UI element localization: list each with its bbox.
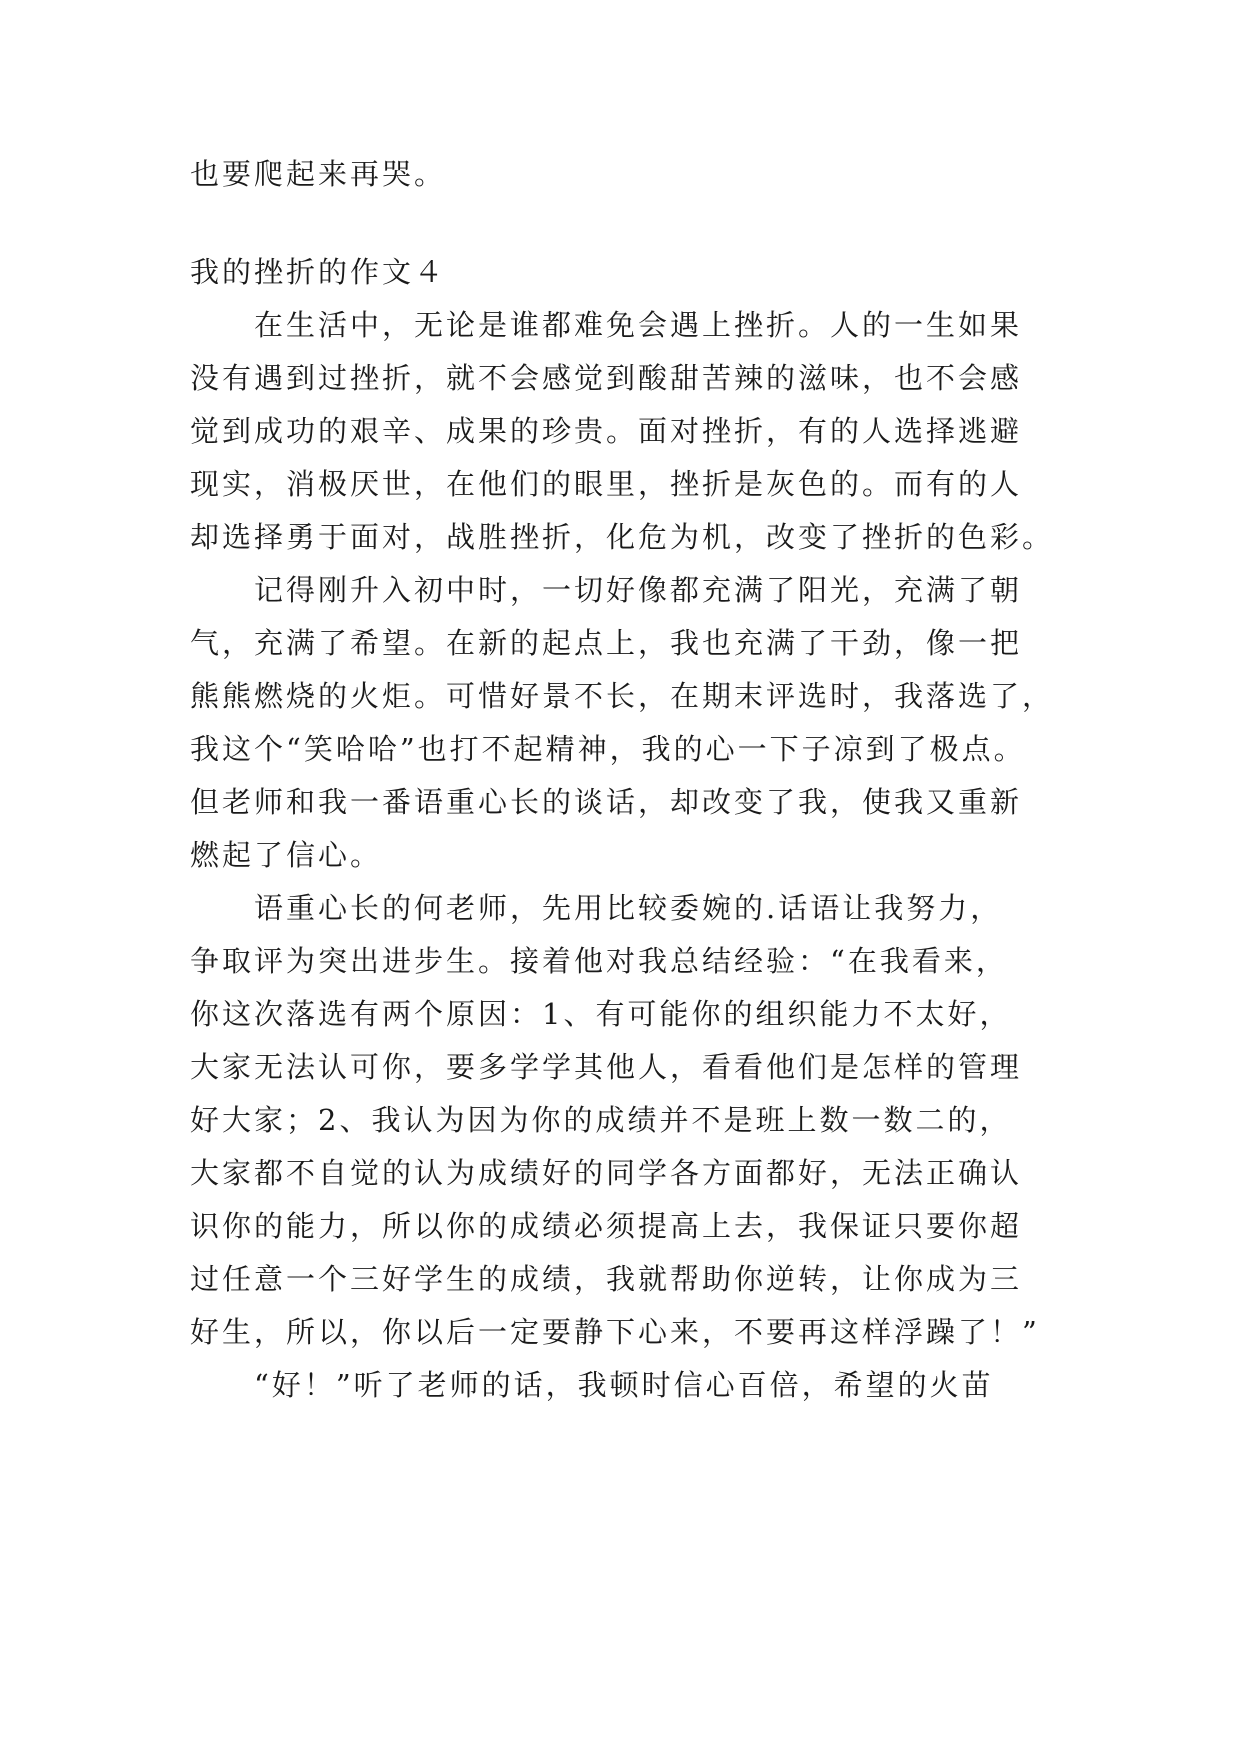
text-line: 大家无法认可你，要多学学其他人，看看他们是怎样的管理 — [190, 1050, 1023, 1084]
text-line: 识你的能力，所以你的成绩必须提高上去，我保证只要你超 — [190, 1209, 1023, 1243]
paragraph-first-line: 语重心长的何老师，先用比较委婉的.话语让我努力， — [254, 891, 1003, 925]
text-line: 好大家；2、我认为因为你的成绩并不是班上数一数二的， — [190, 1103, 1012, 1137]
text-line: 我这个“笑哈哈”也打不起精神，我的心一下子凉到了极点。 — [190, 732, 1026, 766]
text-line: 过任意一个三好学生的成绩，我就帮助你逆转，让你成为三 — [190, 1262, 1023, 1296]
paragraph-first-line: 记得刚升入初中时，一切好像都充满了阳光，充满了朝 — [254, 573, 1023, 607]
text-line: 也要爬起来再哭。 — [190, 157, 447, 191]
text-line: 气，充满了希望。在新的起点上，我也充满了干劲，像一把 — [190, 626, 1023, 660]
text-line: 但老师和我一番语重心长的谈话，却改变了我，使我又重新 — [190, 785, 1023, 819]
text-line: 觉到成功的艰辛、成果的珍贵。面对挫折，有的人选择逃避 — [190, 414, 1023, 448]
text-line: 熊熊燃烧的火炬。可惜好景不长，在期末评选时，我落选了， — [190, 679, 1055, 713]
text-line: 燃起了信心。 — [190, 838, 383, 872]
text-line: 争取评为突出进步生。接着他对我总结经验：“在我看来， — [190, 944, 1008, 978]
text-line: 却选择勇于面对，战胜挫折，化危为机，改变了挫折的色彩。 — [190, 520, 1055, 554]
text-line: 现实，消极厌世，在他们的眼里，挫折是灰色的。而有的人 — [190, 467, 1023, 501]
paragraph-first-line: 在生活中，无论是谁都难免会遇上挫折。人的一生如果 — [254, 308, 1023, 342]
text-line: 你这次落选有两个原因：1、有可能你的组织能力不太好， — [190, 997, 1012, 1031]
text-line: 大家都不自觉的认为成绩好的同学各方面都好，无法正确认 — [190, 1156, 1023, 1190]
text-line: 没有遇到过挫折，就不会感觉到酸甜苦辣的滋味，也不会感 — [190, 361, 1023, 395]
text-line: 好生，所以，你以后一定要静下心来，不要再这样浮躁了！” — [190, 1315, 1040, 1349]
section-heading: 我的挫折的作文４ — [190, 255, 447, 289]
paragraph-first-line: “好！”听了老师的话，我顿时信心百倍，希望的火苗 — [254, 1368, 994, 1402]
